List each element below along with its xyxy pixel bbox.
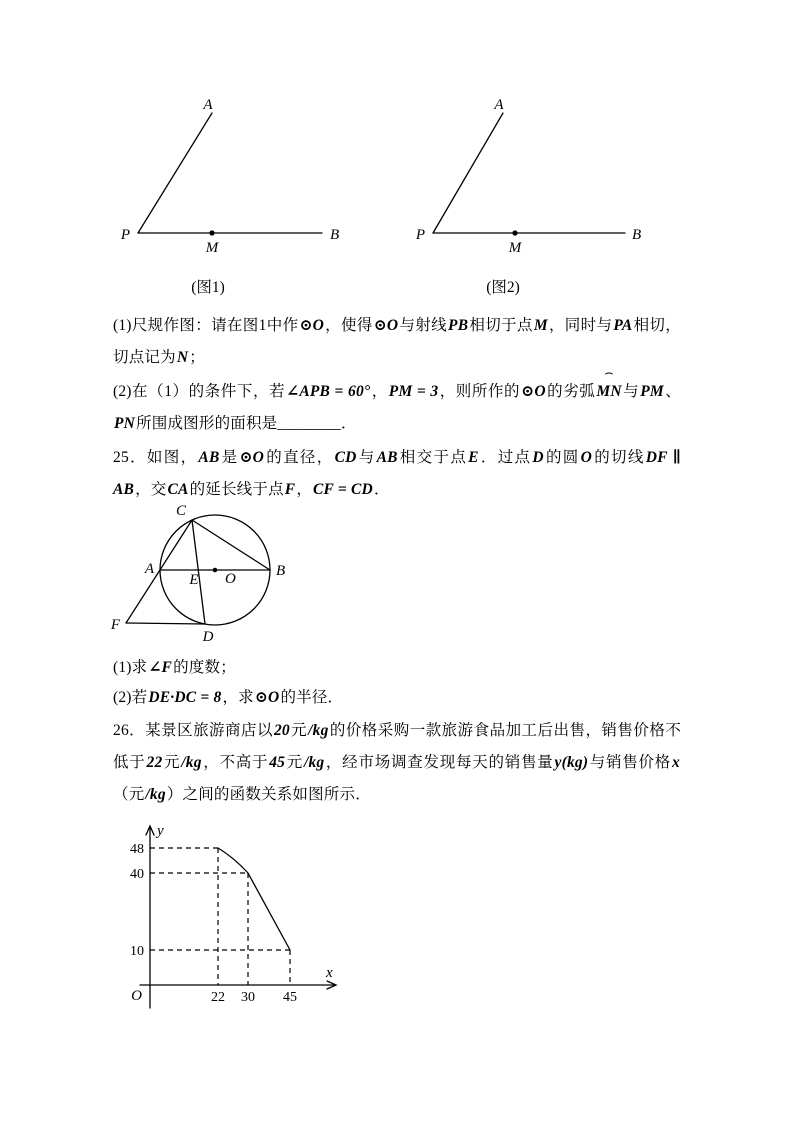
text-run: ，则所作的 [439, 383, 521, 400]
point-M-dot [209, 230, 214, 235]
function-graph [110, 818, 350, 1018]
text-run: ，求 [222, 689, 254, 706]
text-run: ， [371, 383, 388, 400]
text-run: (2)若 [113, 689, 148, 706]
math-run: O [580, 449, 593, 466]
text-run: 相切于点 [469, 317, 533, 334]
text-run: 元 [290, 722, 308, 739]
figure1-caption: (图1) [191, 279, 225, 296]
math-run: M [533, 317, 548, 334]
math-run: /kg [145, 786, 166, 803]
math-run: 22 [146, 754, 163, 771]
text-run: 所围成图形的面积是 [136, 415, 278, 432]
ytick-10: 10 [130, 944, 144, 959]
y-axis-label: y [157, 823, 164, 839]
tangent-FD [126, 623, 205, 624]
math-run: 20 [273, 722, 290, 739]
math-run: CF = CD [313, 481, 373, 498]
math-run: x [672, 754, 680, 771]
label-B: B [632, 227, 642, 243]
label-B: B [276, 563, 286, 579]
math-run: ⊙O [299, 317, 325, 334]
label-O: O [225, 571, 236, 587]
text-run: ________ [277, 415, 341, 432]
text-run: 25．如图， [113, 449, 198, 466]
math-run: DE·DC = 8 [148, 689, 222, 706]
label-P: P [120, 227, 130, 243]
text-run: 的切线 [593, 449, 645, 466]
label-E: E [189, 572, 199, 588]
text-run: 相切，切点记为 [113, 317, 681, 366]
text-run: 与 [357, 449, 376, 466]
figure-2 [403, 95, 648, 300]
text-run: ）之间的函数关系如图所示． [166, 786, 371, 803]
arc-symbol: ⌢ [604, 366, 614, 382]
paragraph-q25-part1 [113, 652, 681, 684]
circle-figure-drawing [100, 493, 300, 658]
x-axis-label: x [326, 965, 333, 981]
text-run: ，交 [135, 481, 167, 498]
math-run: PM = 3 [388, 383, 439, 400]
math-run: CA [167, 481, 189, 498]
text-run: 的圆 [544, 449, 580, 466]
text-run: ，经市场调查发现每天的销售量 [325, 754, 554, 771]
text-run: （元 [113, 786, 145, 803]
figure2-drawing [403, 95, 648, 255]
math-run: E [468, 449, 479, 466]
text-run: 的价格采购一款旅游食品加工后出售，销售价格不低于 [113, 722, 682, 771]
paragraph-area-question [113, 366, 681, 440]
ray-PA [138, 113, 212, 233]
point-M-dot [512, 230, 517, 235]
origin-label: O [131, 988, 142, 1004]
ytick-48: 48 [130, 842, 144, 857]
text-run: ．过点 [479, 449, 532, 466]
ytick-40: 40 [130, 867, 144, 882]
text-run: 与销售价格 [589, 754, 672, 771]
text-run: ； [189, 349, 205, 366]
function-graph-drawing [110, 818, 350, 1018]
text-run: (1)求 [113, 659, 148, 676]
label-P: P [415, 227, 425, 243]
text-run: 与 [622, 383, 640, 400]
math-run: ∠APB = 60° [286, 383, 371, 400]
arc-letters: MN [596, 383, 622, 400]
label-M: M [508, 240, 522, 255]
math-run: CD [334, 449, 357, 466]
text-run: (2)在（1）的条件下，若 [113, 383, 286, 400]
text-run: 的直径， [265, 449, 334, 466]
math-run: PB [448, 317, 469, 334]
text-run: ， [296, 481, 313, 498]
text-run: 元 [286, 754, 303, 771]
paragraph-construction [113, 310, 681, 374]
ray-PA [433, 113, 503, 233]
math-run: AB [198, 449, 220, 466]
text-run: 的劣弧 [546, 383, 596, 400]
circle-figure [100, 493, 300, 658]
math-run: /kg [308, 722, 329, 739]
text-run: ． [340, 415, 357, 432]
chord-CB [192, 520, 270, 570]
text-run: 的度数； [173, 659, 236, 676]
math-run: ⊙O [373, 317, 399, 334]
label-F: F [110, 617, 120, 633]
math-run: ⊙O [239, 449, 265, 466]
figure2-caption: (图2) [486, 279, 520, 296]
math-run: PA [613, 317, 633, 334]
label-A: A [203, 97, 213, 113]
paragraph-q25-part2 [113, 682, 681, 714]
text-run: ，同时与 [548, 317, 613, 334]
text-run: 26．某景区旅游商店以 [113, 722, 273, 739]
math-run: PN [114, 415, 136, 432]
text-run: 是 [220, 449, 239, 466]
math-run: ⊙O [254, 689, 280, 706]
text-run: ，使得 [325, 317, 373, 334]
xtick-45: 45 [283, 990, 297, 1005]
math-run: N [176, 349, 189, 366]
center-O-dot [213, 568, 218, 573]
math-run: 45 [269, 754, 286, 771]
label-M: M [205, 240, 219, 255]
math-run: ∠F [148, 659, 173, 676]
math-run: /kg [303, 754, 325, 771]
math-run: AB [376, 449, 398, 466]
line-CF [126, 520, 192, 623]
text-run: 的延长线于点 [189, 481, 284, 498]
text-run: 相交于点 [398, 449, 468, 466]
math-run: D [532, 449, 544, 466]
label-C: C [175, 503, 186, 519]
math-run: /kg [181, 754, 202, 771]
text-run: ，不高于 [202, 754, 269, 771]
xtick-30: 30 [241, 990, 255, 1005]
text-run: 、 [664, 383, 681, 400]
math-run: F [284, 481, 296, 498]
paragraph-problem-26 [113, 715, 681, 811]
math-run: ⊙O [521, 383, 546, 400]
figure1-drawing [108, 95, 353, 255]
text-run: 的半径． [280, 689, 344, 706]
label-A: A [494, 97, 504, 113]
label-B: B [330, 227, 340, 243]
label-A: A [144, 561, 154, 577]
text-run: 元 [163, 754, 181, 771]
math-run: y(kg) [554, 754, 589, 771]
label-D: D [202, 629, 214, 645]
text-run: (1)尺规作图：请在图1中作 [113, 317, 299, 334]
text-run: 与射线 [399, 317, 448, 334]
math-run [595, 366, 622, 408]
figure-1 [108, 95, 353, 300]
xtick-22: 22 [211, 990, 225, 1005]
function-curve [218, 848, 290, 950]
math-run: PM [640, 383, 664, 400]
text-run: ． [373, 481, 390, 498]
math-run: DF ∥ AB [113, 449, 682, 498]
